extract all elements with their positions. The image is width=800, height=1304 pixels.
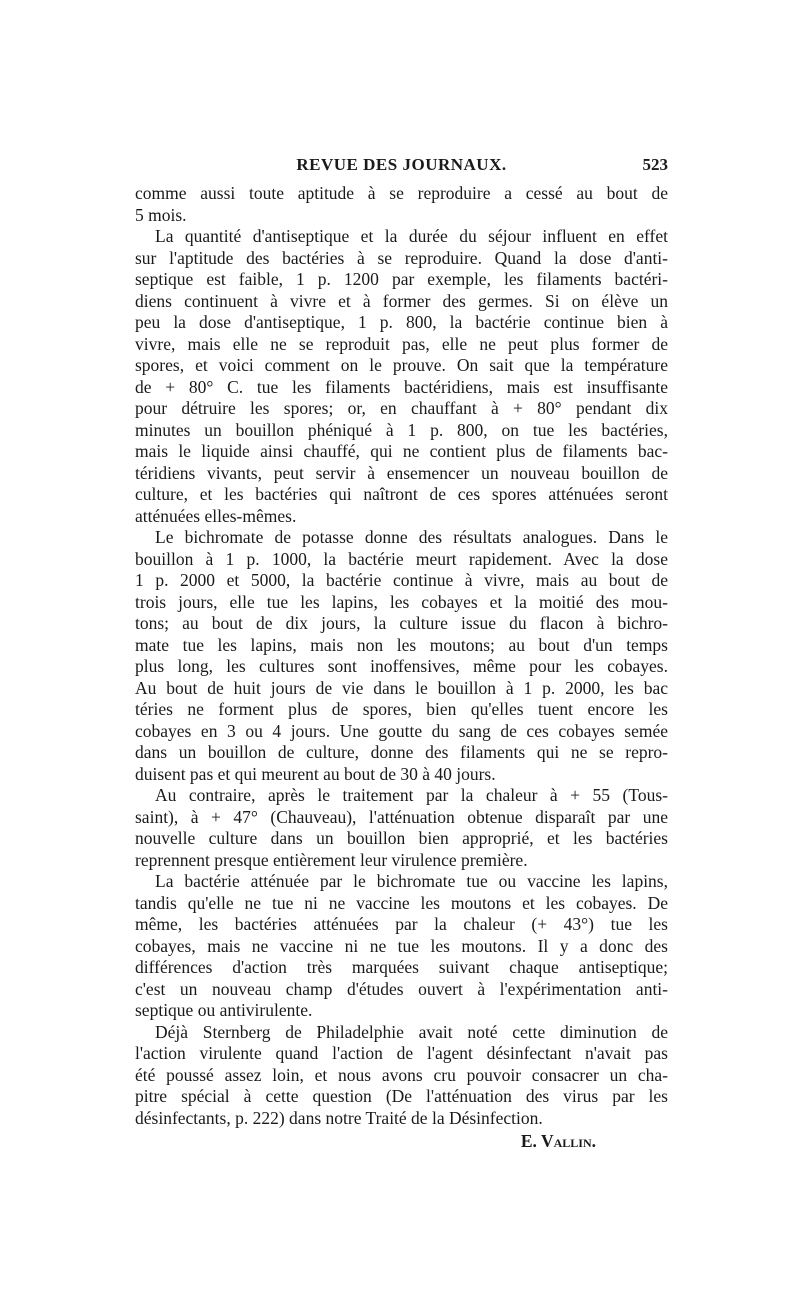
text-line: trois jours, elle tue les lapins, les cobayes et la moitié des mou-	[135, 591, 668, 612]
text-line: sur l'aptitude des bactéries à se reproduire. Quand la dose d'anti-	[135, 247, 668, 268]
running-title: REVUE DES JOURNAUX.	[296, 155, 507, 174]
text-line: tandis qu'elle ne tue ni ne vaccine les moutons et les cobayes. De	[135, 892, 668, 913]
text-line: l'action virulente quand l'action de l'agent désinfectant n'avait pas	[135, 1043, 668, 1063]
text-line: plus long, les cultures sont inoffensives, même pour les cobayes.	[135, 656, 668, 676]
text-line: Au contraire, après le traitement par la chaleur à + 55 (Tous-	[155, 785, 668, 805]
text-line: téridiens vivants, peut servir à ensemencer un nouveau bouillon de	[135, 462, 668, 483]
text-line: Déjà Sternberg de Philadelphie avait noté cette diminution de	[155, 1021, 668, 1042]
text-line: Au bout de huit jours de vie dans le bouillon à 1 p. 2000, les bac	[135, 677, 668, 698]
text-line: Le bichromate de potasse donne des résultats analogues. Dans le	[155, 527, 668, 547]
text-line: duisent pas et qui meurent au bout de 30 à 40 jours.	[135, 763, 496, 784]
text-line: saint), à + 47° (Chauveau), l'atténuation obtenue disparaît par une	[135, 806, 668, 827]
text-line: La bactérie atténuée par le bichromate tue ou vaccine les lapins,	[155, 871, 668, 891]
text-line: différences d'action très marquées suivant chaque antiseptique;	[135, 957, 668, 977]
text-line: été poussé assez loin, et nous avons cru pouvoir consacrer un cha-	[135, 1064, 668, 1085]
text-line: diens continuent à vivre et à former des germes. Si on élève un	[135, 290, 668, 311]
text-line: mais le liquide ainsi chauffé, qui ne contient plus de filaments bac-	[135, 441, 668, 461]
text-line: spores, et voici comment on le prouve. On sait que la température	[135, 355, 668, 375]
text-line: vivre, mais elle ne se reproduit pas, elle ne peut plus former de	[135, 333, 668, 354]
text-line: téries ne forment plus de spores, bien qu'elles tuent encore les	[135, 699, 668, 719]
page-number: 523	[642, 155, 668, 174]
text-line: septique est faible, 1 p. 1200 par exemple, les filaments bactéri-	[135, 269, 668, 289]
text-line: pour détruire les spores; or, en chauffant à + 80° pendant dix	[135, 398, 668, 418]
text-line: septique ou antivirulente.	[135, 1000, 313, 1020]
text-line: bouillon à 1 p. 1000, la bactérie meurt rapidement. Avec la dose	[135, 548, 668, 569]
text-line: nouvelle culture dans un bouillon bien approprié, et les bactéries	[135, 828, 668, 848]
text-line: pitre spécial à cette question (De l'atténuation des virus par les	[135, 1086, 668, 1106]
text-line: mate tue les lapins, mais non les moutons; au bout d'un temps	[135, 634, 668, 655]
text-line: c'est un nouveau champ d'études ouvert à l'expérimentation anti-	[135, 978, 668, 999]
text-line: cobayes, mais ne vaccine ni ne tue les moutons. Il y a donc des	[135, 935, 668, 956]
text-line: cobayes en 3 ou 4 jours. Une goutte du sang de ces cobayes semée	[135, 720, 668, 741]
text-line: atténuées elles-mêmes.	[135, 505, 297, 526]
text-line: 1 p. 2000 et 5000, la bactérie continue à vivre, mais au bout de	[135, 570, 668, 590]
author-signature: E. Vallin.	[520, 1131, 596, 1151]
text-line: 5 mois.	[135, 204, 187, 225]
text-line: minutes un bouillon phéniqué à 1 p. 800, on tue les bactéries,	[135, 419, 668, 440]
text-line: dans un bouillon de culture, donne des filaments qui ne se repro-	[135, 742, 668, 762]
article-body	[135, 183, 668, 1153]
text-line: La quantité d'antiseptique et la durée du séjour influent en effet	[155, 226, 668, 246]
text-line: même, les bactéries atténuées par la chaleur (+ 43°) tue les	[135, 914, 668, 934]
text-line: désinfectants, p. 222) dans notre Traité de la Désinfection.	[135, 1107, 543, 1128]
text-line: peu la dose d'antiseptique, 1 p. 800, la bactérie continue bien à	[135, 312, 668, 332]
text-line: reprennent presque entièrement leur virulence première.	[135, 849, 528, 870]
page-header	[135, 155, 668, 181]
text-line: tons; au bout de dix jours, la culture issue du flacon à bichro-	[135, 613, 668, 633]
text-line: comme aussi toute aptitude à se reproduire a cessé au bout de	[135, 183, 668, 203]
text-line: culture, et les bactéries qui naîtront de ces spores atténuées seront	[135, 484, 668, 504]
text-line: de + 80° C. tue les filaments bactéridiens, mais est insuffisante	[135, 376, 668, 397]
